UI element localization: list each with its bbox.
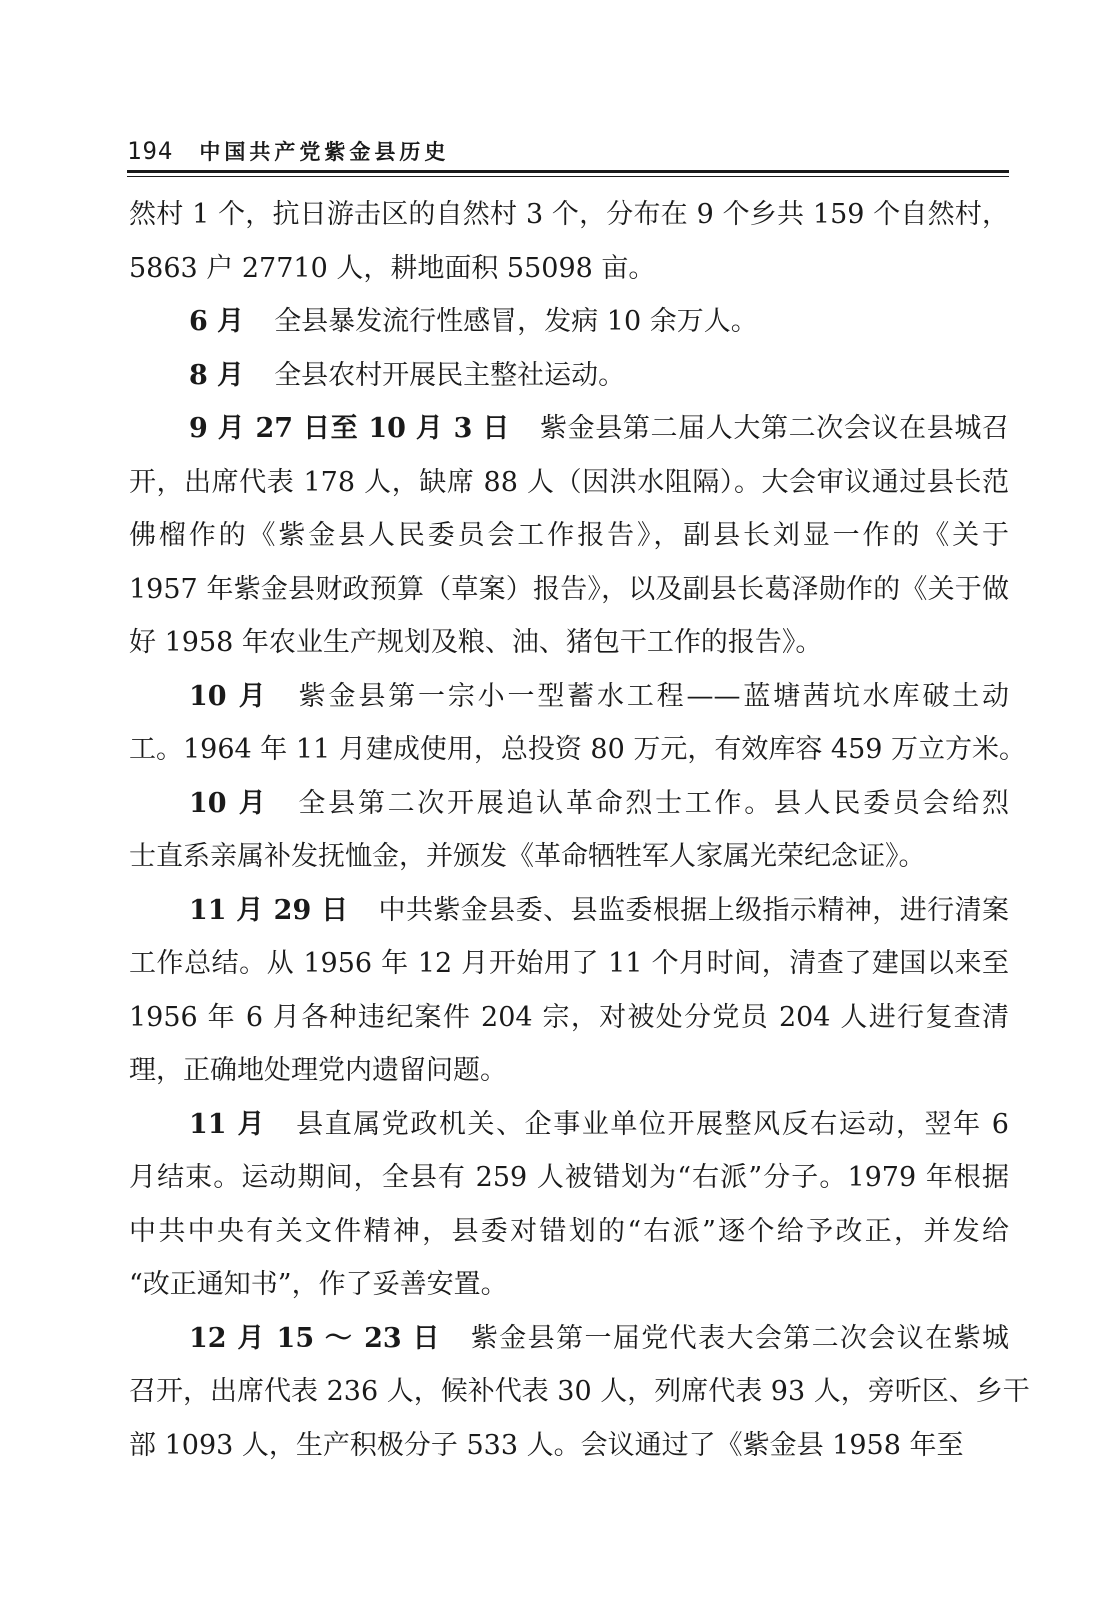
chronicle-entry — [129, 349, 1009, 403]
line-text: 5863 户 27710 人，耕地面积 55098 亩。 — [129, 252, 656, 284]
entry-date: 10 月 — [189, 787, 269, 819]
line-text: 理，正确地处理党内遗留问题。 — [129, 1055, 507, 1086]
chronicle-entry — [129, 670, 1027, 777]
entry-date: 11 月 29 日 — [189, 894, 349, 926]
line-text: 召开，出席代表 236 人，候补代表 30 人，列席代表 93 人，旁听区、乡干 — [129, 1376, 1030, 1407]
text-line — [129, 563, 1009, 617]
line-text: 1956 年 6 月各种违纪案件 204 宗，对被处分党员 204 人进行复查清 — [129, 1001, 1009, 1033]
text-line — [129, 1151, 1009, 1205]
line-text: 部 1093 人，生产积极分子 533 人。会议通过了《紫金县 1958 年至 — [129, 1429, 964, 1461]
line-text: 月结束。运动期间，全县有 259 人被错划为“右派”分子。1979 年根据 — [129, 1162, 1009, 1193]
line-text: 紫金县第二届人大第二次会议在县城召 — [540, 413, 1009, 444]
text-line — [129, 723, 1027, 777]
text-line — [129, 1365, 1030, 1419]
entry-date: 9 月 27 日至 10 月 3 日 — [189, 413, 511, 444]
text-line — [129, 402, 1009, 456]
text-line — [129, 830, 1009, 884]
chronicle-body — [129, 188, 1030, 1472]
line-text: 紫金县第一宗小一型蓄水工程——蓝塘茜坑水库破土动 — [298, 680, 1010, 712]
text-line — [129, 884, 1009, 938]
line-text: “改正通知书”，作了妥善安置。 — [129, 1269, 508, 1300]
entry-date: 11 月 — [189, 1108, 267, 1140]
line-text: 全县暴发流行性感冒，发病 10 余万人。 — [274, 306, 758, 337]
line-text: 工作总结。从 1956 年 12 月开始用了 11 个月时间，清查了建国以来至 — [129, 948, 1009, 979]
entry-date: 12 月 15 ～ 23 日 — [189, 1322, 441, 1354]
text-line — [129, 295, 1009, 349]
text-line — [129, 616, 1009, 670]
chronicle-entry — [129, 1312, 1030, 1473]
text-line — [129, 670, 1009, 724]
text-line — [129, 188, 1009, 242]
text-line — [129, 991, 1009, 1045]
text-line — [129, 1312, 1009, 1366]
text-line — [129, 1258, 1009, 1312]
line-text: 工。1964 年 11 月建成使用，总投资 80 万元，有效库容 459 万立方米。 — [129, 734, 1027, 765]
page-number: 194 — [127, 137, 174, 165]
text-line — [129, 456, 1009, 510]
text-line — [129, 349, 1009, 403]
chronicle-entry — [129, 777, 1009, 884]
line-text: 中共中央有关文件精神，县委对错划的“右派”逐个给予改正，并发给 — [129, 1215, 1009, 1247]
line-text: 1957 年紫金县财政预算（草案）报告》，以及副县长葛泽勋作的《关于做 — [129, 573, 1009, 605]
line-text: 全县第二次开展追认革命烈士工作。县人民委员会给烈 — [298, 787, 1009, 819]
line-text: 开，出席代表 178 人，缺席 88 人（因洪水阻隔）。大会审议通过县长范 — [129, 466, 1009, 498]
entry-date: 8 月 — [189, 359, 245, 391]
chronicle-entry — [129, 402, 1009, 670]
line-text: 好 1958 年农业生产规划及粮、油、猪包干工作的报告》。 — [129, 627, 823, 658]
line-text: 紫金县第一届党代表大会第二次会议在紫城 — [470, 1322, 1009, 1354]
text-line — [129, 1419, 1009, 1473]
text-line — [129, 1098, 1009, 1152]
line-text: 士直系亲属补发抚恤金，并颁发《革命牺牲军人家属光荣纪念证》。 — [129, 841, 926, 872]
running-title: 中国共产党紫金县历史 — [199, 139, 450, 164]
header-rule-thick — [127, 170, 1009, 173]
text-line — [129, 937, 1009, 991]
chronicle-entry — [129, 1098, 1009, 1312]
text-line — [129, 1044, 1009, 1098]
line-text: 佛榴作的《紫金县人民委员会工作报告》，副县长刘显一作的《关于 — [129, 520, 1009, 551]
text-line — [129, 242, 1009, 296]
header-rule-thin — [127, 176, 1009, 177]
line-text: 中共紫金县委、县监委根据上级指示精神，进行清案 — [378, 894, 1009, 926]
entry-date: 6 月 — [189, 306, 245, 337]
text-line — [129, 1205, 1009, 1259]
line-text: 然村 1 个，抗日游击区的自然村 3 个，分布在 9 个乡共 159 个自然村， — [129, 199, 1009, 230]
chronicle-entry — [129, 295, 1009, 349]
line-text: 县直属党政机关、企事业单位开展整风反右运动，翌年 6 — [296, 1108, 1009, 1140]
entry-date: 10 月 — [189, 680, 269, 712]
text-line — [129, 777, 1009, 831]
line-text: 全县农村开展民主整社运动。 — [274, 359, 626, 391]
running-header — [127, 136, 1007, 172]
chronicle-entry — [129, 884, 1009, 1098]
chronicle-entry — [129, 188, 1009, 295]
text-line — [129, 509, 1009, 563]
